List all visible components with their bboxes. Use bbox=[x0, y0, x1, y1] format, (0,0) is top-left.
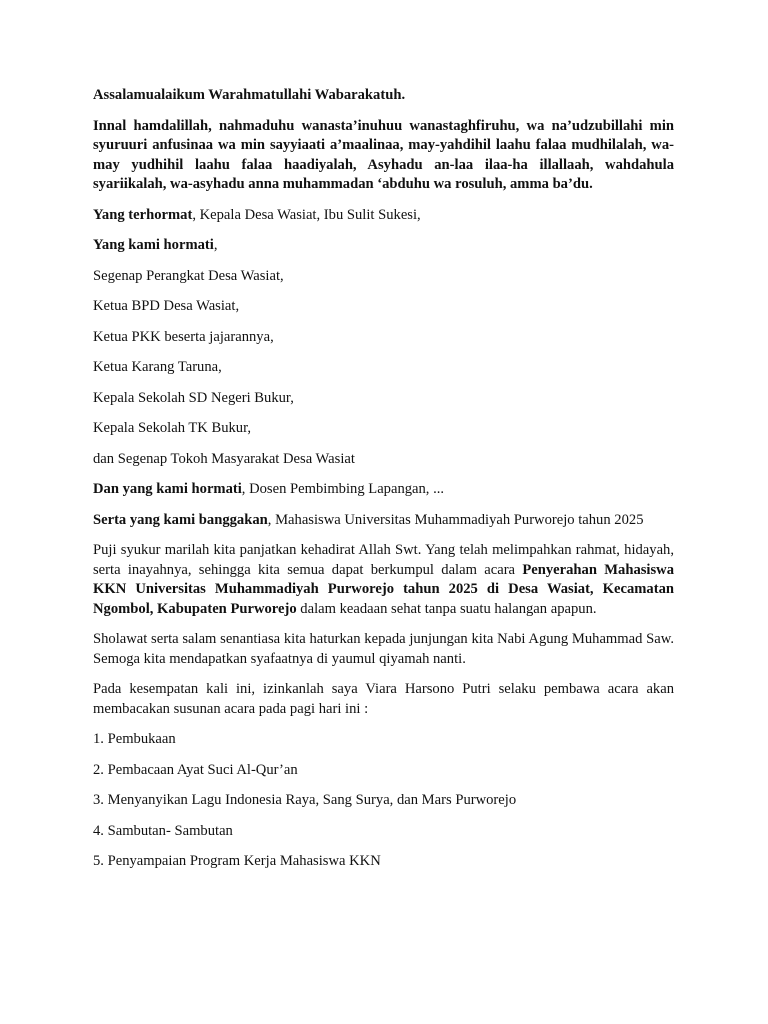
honored-list-item: Ketua Karang Taruna, bbox=[93, 359, 222, 375]
greeting-text: , bbox=[213, 237, 218, 253]
salam-opening: Assalamualaikum Warahmatullahi Wabarakatuh. bbox=[93, 87, 406, 103]
intro-paragraph: Pada kesempatan kali ini, izinkanlah saya Viara Harsono Putri selaku pembawa acara akan membacakan susunan acara pada pagi hari ini : bbox=[93, 681, 674, 717]
greeting-bold: Serta yang kami banggakan bbox=[93, 511, 268, 528]
honored-list-item: Ketua PKK beserta jajarannya, bbox=[93, 328, 274, 345]
honored-list-item: Segenap Perangkat Desa Wasiat, bbox=[93, 267, 284, 284]
honored-list-item: Kepala Sekolah TK Bukur, bbox=[93, 420, 252, 436]
agenda-item: 3. Menyanyikan Lagu Indonesia Raya, Sang Surya, dan Mars Purworejo bbox=[93, 792, 517, 808]
greeting-text: , Kepala Desa Wasiat, Ibu Sulit Sukesi, bbox=[192, 206, 421, 223]
event-name: Penyerahan Mahasiswa KKN Universitas Muhammadiyah Purworejo tahun 2025 di Desa Wasiat, Kecamatan Ngombol, Kabupaten Purworejo bbox=[93, 561, 674, 617]
muqaddimah-paragraph: Innal hamdalillah, nahmaduhu wanasta’inuhuu wanastaghfiruhu, wa na’udzubillahi min syuruuri anfusinaa wa min sayyiaati a’maalinaa, may-yahdihil laahu falaa mudhilalah, wa-may yudhihil laahu falaa haadiyalah, Asyhadu an-laa ilaa-ha illallaah, wahdahula syariikalah, wa-asyhadu anna muhammadan ‘abduhu wa rosuluh, amma ba’du. bbox=[93, 117, 674, 192]
greeting-bold: Yang terhormat bbox=[93, 206, 193, 223]
gratitude-text: dalam keadaan sehat tanpa suatu halangan apapun. bbox=[296, 600, 597, 617]
agenda-item: 2. Pembacaan Ayat Suci Al-Qur’an bbox=[93, 761, 298, 778]
greeting-supervisor bbox=[93, 480, 674, 500]
gratitude-text: Puji syukur marilah kita panjatkan kehadirat Allah Swt. Yang telah melimpahkan rahmat, hidayah, serta inayahnya, sehingga kita semua dapat berkumpul dalam acara bbox=[93, 542, 674, 578]
agenda-item: 4. Sambutan- Sambutan bbox=[93, 822, 233, 839]
greeting-students bbox=[93, 511, 674, 531]
agenda-item: 1. Pembukaan bbox=[93, 731, 176, 747]
honored-list-item: Ketua BPD Desa Wasiat, bbox=[93, 298, 240, 314]
greeting-text: , Mahasiswa Universitas Muhammadiyah Purworejo tahun 2025 bbox=[267, 511, 644, 528]
honored-list-item: Kepala Sekolah SD Negeri Bukur, bbox=[93, 389, 294, 406]
greeting-bold: Yang kami hormati bbox=[93, 237, 214, 253]
greeting-text: , Dosen Pembimbing Lapangan, ... bbox=[241, 481, 445, 497]
greeting-we-honor bbox=[93, 236, 674, 256]
agenda-item: 5. Penyampaian Program Kerja Mahasiswa KKN bbox=[93, 853, 381, 869]
gratitude-paragraph bbox=[93, 541, 674, 619]
honored-list-item: dan Segenap Tokoh Masyarakat Desa Wasiat bbox=[93, 450, 355, 467]
greeting-bold: Dan yang kami hormati bbox=[93, 481, 242, 497]
greeting-honored-village-head bbox=[93, 206, 674, 226]
sholawat-paragraph: Sholawat serta salam senantiasa kita haturkan kepada junjungan kita Nabi Agung Muhammad Saw. Semoga kita mendapatkan syafaatnya di yaumul qiyamah nanti. bbox=[93, 631, 674, 667]
